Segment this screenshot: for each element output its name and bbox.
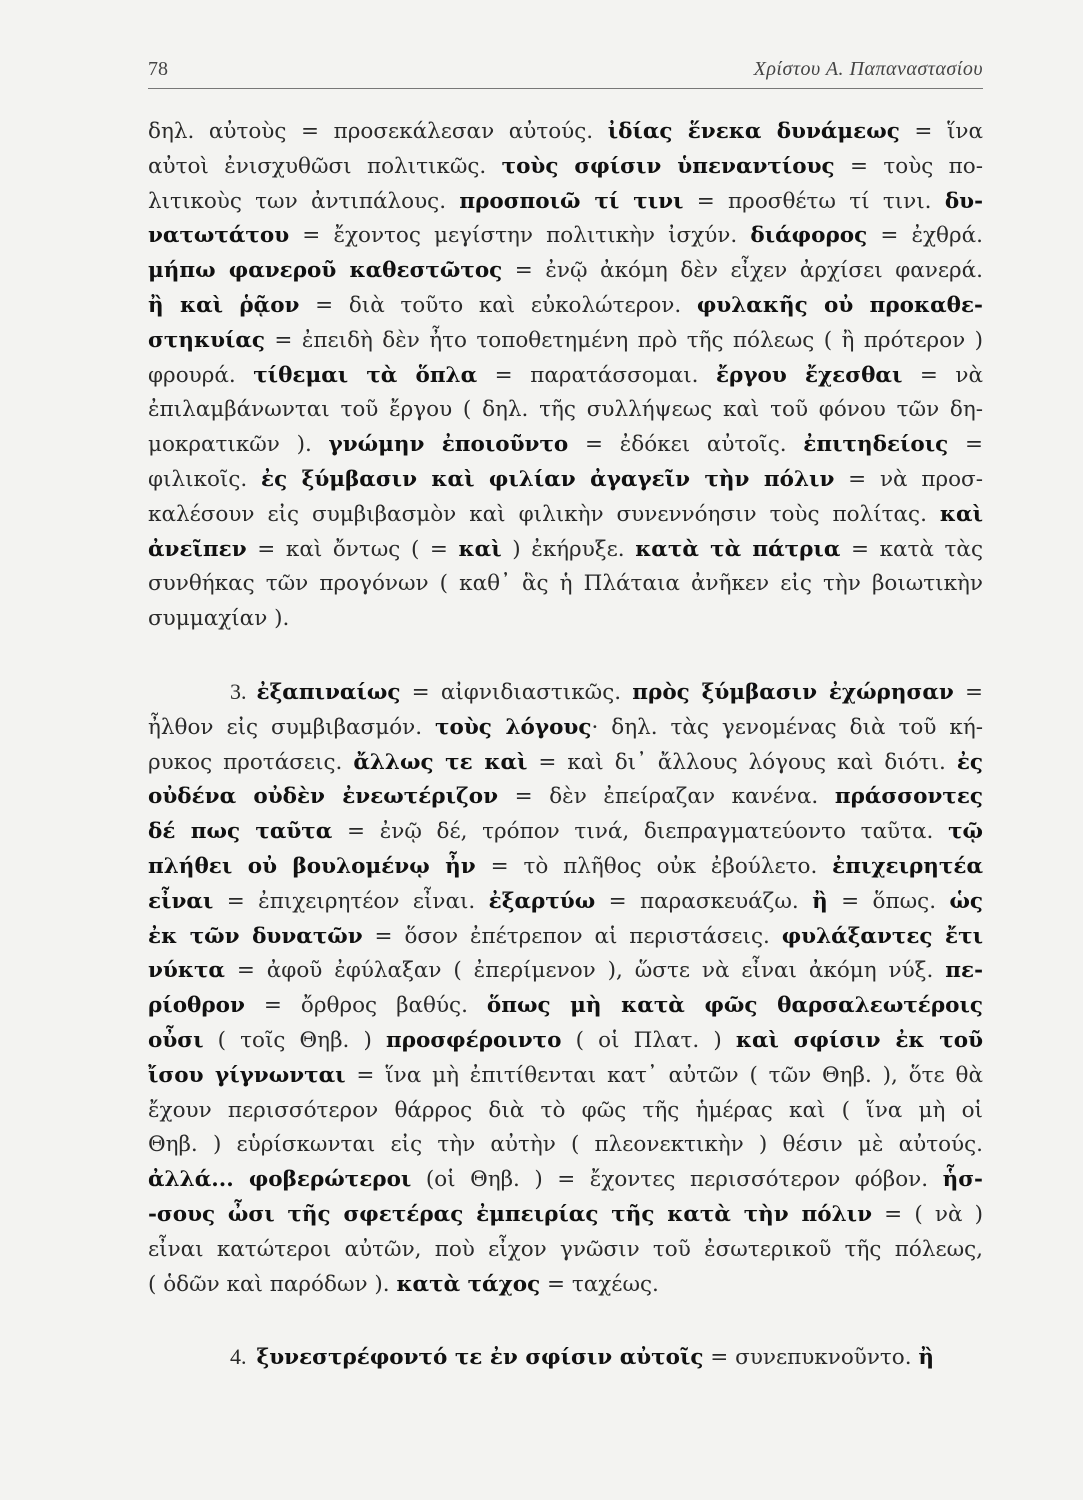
gloss: αὐτοὶ ἐνισχυθῶσι πολιτικῶς. <box>148 153 502 179</box>
lemma: ἢ καὶ ῥᾷον <box>148 292 300 318</box>
gloss: ρυκος προτάσεις. <box>148 749 354 775</box>
gloss: = κατὰ τὰς <box>840 536 983 562</box>
lemma: καὶ <box>939 501 983 527</box>
gloss: = αἰφνιδιαστικῶς. <box>400 679 633 705</box>
gloss: καλέσουν εἰς συμβιβασμὸν καὶ φιλικὴν συνεννόησιν τοὺς πολίτας. <box>148 501 940 527</box>
text-line <box>148 920 983 955</box>
text-line <box>148 1059 983 1094</box>
gloss: = νὰ προσ- <box>834 466 983 492</box>
text-line <box>148 463 983 498</box>
lemma: στηκυίας <box>148 327 266 353</box>
gloss: = παρασκευάζω. <box>595 888 813 914</box>
text-line <box>148 989 983 1024</box>
lemma: ἀλλά... φοβερώτεροι <box>148 1167 412 1193</box>
lemma: ὡς <box>949 888 984 914</box>
lemma: καὶ <box>458 536 502 562</box>
text-line <box>148 498 983 533</box>
gloss: = τοὺς πο- <box>834 153 983 179</box>
paragraph <box>148 675 983 1302</box>
gloss: εἶναι κατώτεροι αὐτῶν, ποὺ εἶχον γνῶσιν τοῦ ἐσωτερικοῦ τῆς πόλεως, <box>148 1236 983 1262</box>
gloss: Θηβ. ) εὑρίσκωνται εἰς τὴν αὐτὴν ( πλεονεκτικὴν ) θέσιν μὲ αὐτούς. <box>148 1132 983 1158</box>
gloss: = ἵνα μὴ ἐπιτίθενται κατ᾽ αὐτῶν ( τῶν Θηβ. ), ὅτε θὰ <box>345 1062 983 1088</box>
lemma: τοὺς λόγους <box>435 714 592 740</box>
text-line <box>148 393 983 428</box>
text-line <box>148 780 983 815</box>
gloss: = ὅπως. <box>827 888 950 914</box>
gloss: · δηλ. τὰς γενομένας διὰ τοῦ κή- <box>591 714 983 740</box>
lemma: τίθεμαι τὰ ὅπλα <box>253 362 478 388</box>
text-line <box>148 885 983 920</box>
lemma: νύκτα <box>148 958 225 984</box>
gloss: = ἐπιχειρητέον εἶναι. <box>213 888 489 914</box>
text-line <box>148 1198 983 1233</box>
lemma: μήπω φανεροῦ καθεστῶτος <box>148 258 503 284</box>
gloss: ἔχουν περισσότερον θάρρος διὰ τὸ φῶς τῆς ἡμέρας καὶ ( ἵνα μὴ οἱ <box>148 1097 983 1123</box>
lemma: ἐπιχειρητέα <box>832 853 983 879</box>
lemma: πε- <box>945 958 983 984</box>
lemma: γνώμην ἐποιοῦντο <box>328 432 569 458</box>
text-line <box>148 1128 983 1163</box>
gloss: συμμαχίαν ). <box>148 606 290 632</box>
lemma: ἧσ- <box>942 1167 983 1193</box>
text-line <box>148 533 983 568</box>
lemma: ἐπιτηδείοις <box>803 432 949 458</box>
lemma: διάφορος <box>750 223 868 249</box>
text-line <box>148 150 983 185</box>
gloss: = ἐνῷ ἀκόμη δὲν εἶχεν ἀρχίσει φανερά. <box>502 258 983 284</box>
gloss: = καὶ ὄντως ( = <box>246 536 459 562</box>
lemma: ἐκ τῶν δυνατῶν <box>148 923 363 949</box>
lemma: καὶ σφίσιν ἐκ τοῦ <box>735 1027 983 1053</box>
text-line <box>148 675 983 711</box>
gloss: συνθήκας τῶν προγόνων ( καθ᾽ ἃς ἡ Πλάταια ἀνῆκεν εἰς τὴν βοιωτικὴν <box>148 571 983 597</box>
text-line <box>148 850 983 885</box>
text-line <box>148 1163 983 1198</box>
lemma: τῷ <box>948 819 983 845</box>
gloss: ἐπιλαμβάνωνται τοῦ ἔργου ( δηλ. τῆς συλλήψεως καὶ τοῦ φόνου τῶν δη- <box>148 397 983 423</box>
lemma: ἐξαπιναίως <box>256 679 401 705</box>
text-line <box>148 711 983 746</box>
text-line <box>148 428 983 463</box>
gloss: φιλικοῖς. <box>148 466 262 492</box>
lemma: ξυνεστρέφοντό τε ἐν σφίσιν αὐτοῖς <box>256 1345 704 1371</box>
gloss: ( ὁδῶν καὶ παρόδων ). <box>148 1271 397 1297</box>
text-line <box>148 1340 983 1376</box>
lemma: ἢ <box>918 1345 935 1371</box>
lemma: ἢ <box>812 888 828 914</box>
gloss: = ἔχοντος μεγίστην πολιτικὴν ἰσχύν. <box>289 223 751 249</box>
text-line <box>148 1233 983 1268</box>
lemma: προσφέροιντο <box>385 1027 562 1053</box>
lemma: ἐξαρτύω <box>488 888 596 914</box>
lemma: οὖσι <box>148 1027 204 1053</box>
gloss: = ἐδόκει αὐτοῖς. <box>568 432 804 458</box>
gloss: = ( νὰ ) <box>872 1201 983 1227</box>
paragraph <box>148 115 983 637</box>
lemma: πράσσοντες <box>834 784 983 810</box>
text-line <box>148 254 983 289</box>
text-line <box>148 289 983 324</box>
text-line <box>148 954 983 989</box>
text-line <box>148 115 983 150</box>
text-line <box>148 185 983 220</box>
running-title: Χρίστου Α. Παπαναστασίου <box>753 58 983 80</box>
gloss: ( τοῖς Θηβ. ) <box>203 1027 386 1053</box>
lemma: ἄλλως τε καὶ <box>353 749 528 775</box>
gloss: = ἵνα <box>899 119 984 144</box>
gloss: = ἐχθρά. <box>867 223 983 249</box>
lemma: προσποιῶ τί τινι <box>459 188 684 214</box>
gloss: = <box>948 432 983 458</box>
gloss: = ἐπειδὴ δὲν ἦτο τοποθετημένη πρὸ τῆς πόλεως ( ἢ πρότερον ) <box>265 327 983 353</box>
gloss: = καὶ δι᾽ ἄλλους λόγους καὶ διότι. <box>527 749 957 775</box>
gloss: λιτικοὺς των ἀντιπάλους. <box>148 188 460 214</box>
lemma: πλήθει οὐ βουλομένῳ ἦν <box>148 853 476 879</box>
commentary-body <box>148 115 983 1376</box>
lemma: ἀνεῖπεν <box>148 536 247 562</box>
lemma: πρὸς ξύμβασιν ἐχώρησαν <box>632 679 954 705</box>
running-head <box>148 52 983 89</box>
gloss: = δὲν ἐπείραζαν κανένα. <box>498 784 835 810</box>
gloss: = ὅσον ἐπέτρεπον αἱ περιστάσεις. <box>362 923 782 949</box>
gloss: = συνεπυκνοῦντο. <box>703 1345 919 1371</box>
gloss: (οἱ Θηβ. ) = ἔχοντες περισσότερον φόβον. <box>411 1167 943 1193</box>
text-line <box>148 324 983 359</box>
section-number: 4. <box>230 1344 247 1370</box>
gloss: = ὄρθρος βαθύς. <box>244 993 487 1019</box>
lemma: τοὺς σφίσιν ὑπεναντίους <box>501 153 835 179</box>
lemma: εἶναι <box>148 888 214 914</box>
lemma: δυ- <box>944 188 983 214</box>
lemma: ὅπως μὴ κατὰ φῶς θαρσαλεωτέροις <box>486 993 983 1019</box>
text-line <box>148 1024 983 1059</box>
text-line <box>148 219 983 254</box>
gloss: = ταχέως. <box>540 1271 659 1297</box>
gloss: = προσθέτω τί τινι. <box>683 188 945 214</box>
gloss: = ἐνῷ δέ, τρόπον τινά, διεπραγματεύοντο ταῦτα. <box>332 819 949 845</box>
lemma: ἔργου ἔχεσθαι <box>715 362 903 388</box>
text-line <box>148 359 983 394</box>
gloss: = τὸ πλῆθος οὐκ ἐβούλετο. <box>475 853 833 879</box>
gloss: ) ἐκήρυξε. <box>501 536 636 562</box>
gloss: = διὰ τοῦτο καὶ εὐκολώτερον. <box>299 292 697 318</box>
lemma: ἐς ξύμβασιν καὶ φιλίαν ἀγαγεῖν τὴν πόλιν <box>261 466 835 492</box>
lemma: ρίοθρον <box>148 993 245 1019</box>
text-line <box>148 746 983 781</box>
lemma: κατὰ τὰ πάτρια <box>635 536 841 562</box>
gloss: ( οἱ Πλατ. ) <box>561 1027 736 1053</box>
lemma: οὐδένα οὐδὲν ἐνεωτέριζον <box>148 784 498 810</box>
lemma: ἰδίας ἕνεκα δυνάμεως <box>607 119 900 144</box>
gloss: ἦλθον εἰς συμβιβασμόν. <box>148 714 436 740</box>
gloss: = νὰ <box>902 362 983 388</box>
section-number: 3. <box>230 678 247 704</box>
text-line <box>148 815 983 850</box>
gloss: = <box>953 679 983 705</box>
text-line <box>148 567 983 602</box>
gloss: = παρατάσσομαι. <box>477 362 716 388</box>
text-line <box>148 602 983 637</box>
lemma: -σους ὦσι τῆς σφετέρας ἐμπειρίας τῆς κατὰ τὴν πόλιν <box>148 1201 873 1227</box>
lemma: ἐς <box>956 749 983 775</box>
lemma: ἴσου γίγνωνται <box>148 1062 346 1088</box>
gloss: δηλ. αὐτοὺς = προσεκάλεσαν αὐτούς. <box>148 119 608 144</box>
gloss: φρουρά. <box>148 362 254 388</box>
gloss: = ἀφοῦ ἐφύλαξαν ( ἐπερίμενον ), ὥστε νὰ εἶναι ἀκόμη νύξ. <box>224 958 946 984</box>
text-line <box>148 1094 983 1129</box>
lemma: κατὰ τάχος <box>396 1271 541 1297</box>
lemma: φυλάξαντες ἔτι <box>781 923 983 949</box>
page-number: 78 <box>148 58 168 80</box>
text-line <box>148 1268 983 1303</box>
paragraph <box>148 1340 983 1376</box>
lemma: νατωτάτου <box>148 223 290 249</box>
lemma: φυλακῆς οὐ προκαθε- <box>696 292 983 318</box>
lemma: δέ πως ταῦτα <box>148 819 333 845</box>
gloss: μοκρατικῶν ). <box>148 432 329 458</box>
